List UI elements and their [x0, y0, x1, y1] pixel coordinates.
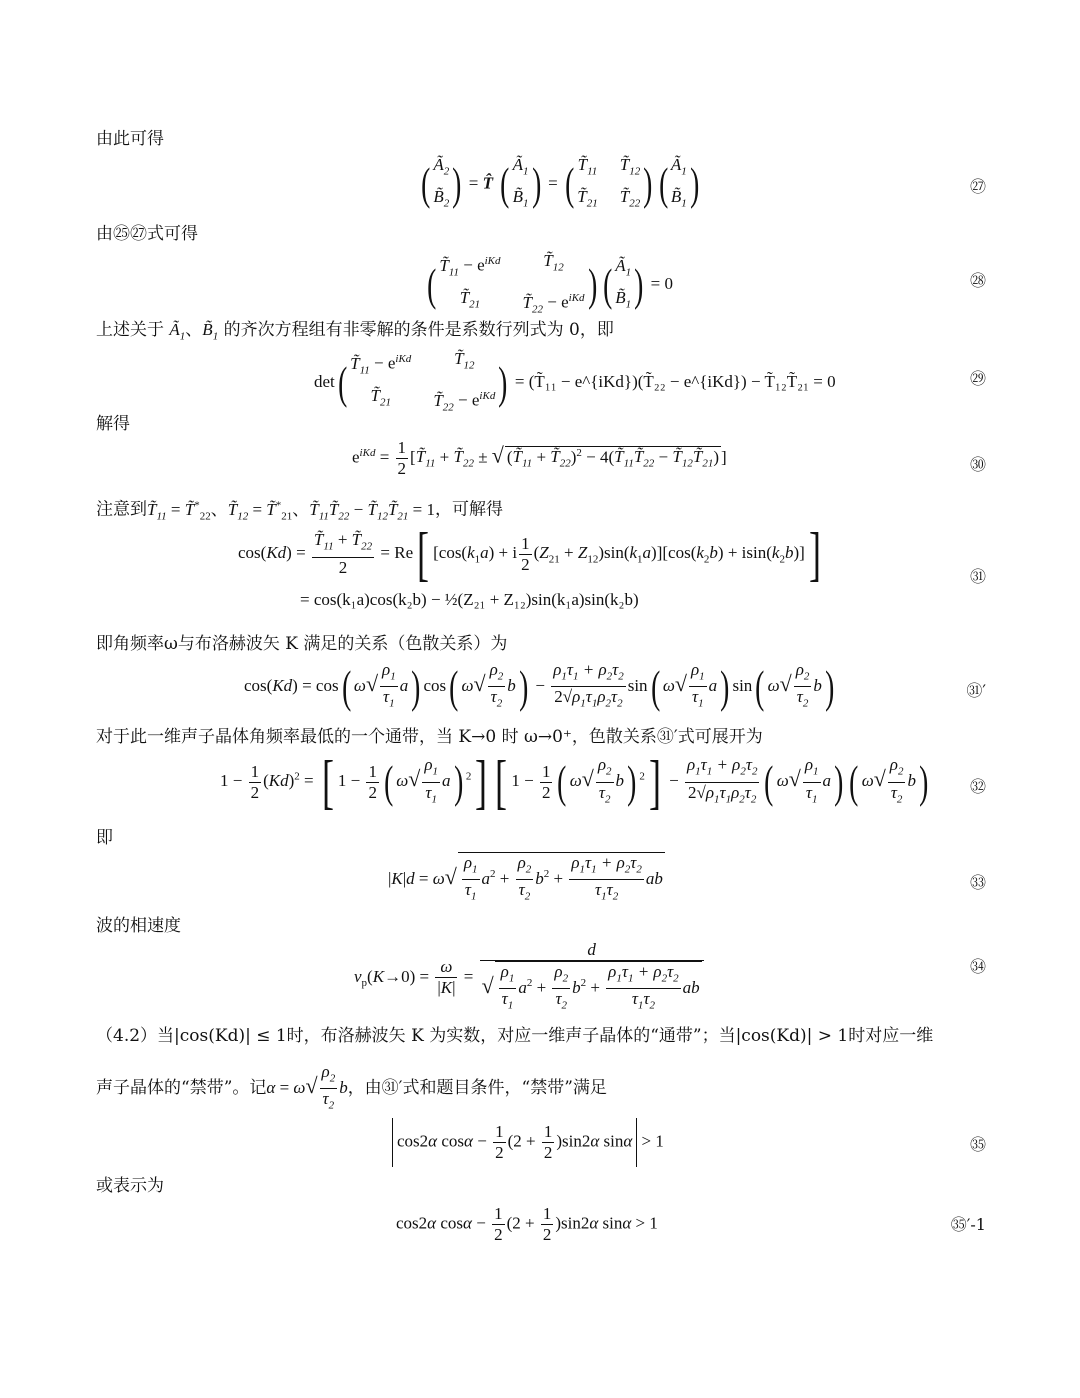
equation-35-prime-1: cos2α cosα − $\frac{1}{2}$ (2 + $\frac{1}{2}$ )sin2α sinα > 1 ㉟′-1 [396, 1204, 986, 1244]
text-part: ，可解得 [435, 499, 503, 520]
equation-number: ㉗ [969, 177, 986, 196]
text-line-7: 对于此一维声子晶体角频率最低的一个通带，当 K→0 时 ω→0⁺，色散关系㉛′式可展开为 [96, 727, 763, 747]
equation-number: ㉛ [969, 567, 986, 586]
text-line-10: （4.2）当|cos(Kd)| ≤ 1时，布洛赫波矢 K 为实数，对应一维声子晶体的“通带”；当|cos(Kd)| > 1时对应一维 [96, 1026, 934, 1046]
text-line-4: 解得 [96, 414, 130, 434]
equation-34: $v_p(K\to 0)$ = $\frac{\omega}{|K|}$ = d √ $\frac{\rho_1}{\tau_1}$ $a^2$ + $\frac{\rho_2}{\tau_2}$ $b^2$ + $\frac{\rho_1\tau_1 + \rho_2\tau_2}{\tau_1\tau_2}$ ab ㉞ [0, 940, 1080, 1020]
equation-27: ( $Ã_2$ $B̃_2$ ) = T̂ ( $Ã_1$ $B̃_1$ ) = ( $T̃_{11}$ $T̃_{12}$ $T̃_{21}$ $T̃_{22}$ ) ( $Ã_1$ $B̃_1$ ) ㉗ [421, 155, 986, 210]
equation-30: $e^{iKd}$ = $\frac{1}{2}$ [$T̃_{11}$ + $T̃_{22}$ ± √ ($T̃_{11}$ + $T̃_{22})^2$ − $4(T̃_{11}T̃_{22}$ − $T̃_{12}T̃_{21}$) ] ㉚ [352, 438, 986, 478]
equation-number: ㉛′ [966, 681, 986, 700]
text-line-12: 或表示为 [96, 1176, 164, 1196]
text-line-3: 上述关于 $Ã_1$、$B̃_1$ 的齐次方程组有非零解的条件是系数行列式为 0，即 [96, 320, 614, 343]
text-part: 上述关于 [96, 320, 164, 340]
equation-31-prime: cos(Kd) = cos( ω√ $\frac{\rho_1}{\tau_1}$ a) cos( ω√ $\frac{\rho_2}{\tau_2}$ b) − $\frac{\rho_1\tau_1 + \rho_2\tau_2}{2√\rho_1\tau_1\rho_2\tau_2}$ sin( ω√ $\frac{\rho_1}{\tau_1}$ a) sin( ω√ $\frac{\rho_2}{\tau_2}$ b) ㉛′ [244, 660, 986, 712]
equation-number: ㉙ [969, 369, 986, 388]
equation-32: 1 − $\frac{1}{2}$ $(Kd)^2$ = [ 1 − $\frac{1}{2}$ ( ω√ $\frac{\rho_1}{\tau_1}$ a) $^2$] [ 1 − $\frac{1}{2}$ ( ω√ $\frac{\rho_2}{\tau_2}$ b) $^2$] − $\frac{\rho_1\tau_1 + \rho_2\tau_2}{2√\rho_1\tau_1\rho_2\tau_2}$ ( ω√ $\frac{\rho_1}{\tau_1}$ a) ( ω√ $\frac{\rho_2}{\tau_2}$ b) ㉜ [220, 749, 986, 815]
equation-35: cos2α cosα − $\frac{1}{2}$ (2 + $\frac{1}{2}$ )sin2α sinα > 1 ㉟ [0, 1118, 1080, 1172]
text-line-6: 即角频率ω与布洛赫波矢 K 满足的关系（色散关系）为 [96, 634, 508, 654]
equation-29-rhs: = (T̃₁₁ − e^{iKd})(T̃₂₂ − e^{iKd}) − T̃₁₂T̃₂₁ = 0 [514, 371, 836, 391]
equation-number: ㉞ [969, 957, 986, 976]
text-part: 的齐次方程组有非零解的条件是系数行列式为 0，即 [223, 320, 614, 340]
text-part: 注意到 [96, 499, 147, 520]
text-line-11: 声子晶体的“禁带”。记α = ω√ $\frac{\rho_2}{\tau_2}$ b，由㉛′式和题目条件，“禁带”满足 [96, 1062, 607, 1116]
equation-31-line2: = cos(k₁a)cos(k₂b) − ½(Z₂₁ + Z₁₂)sin(k₁a)sin(k₂b) [300, 590, 639, 609]
equation-number: ㉟ [969, 1135, 986, 1154]
equation-31: cos(Kd) = $\frac{T̃_{11} + T̃_{22}}{2}$ = Re[ [$\cos(k_1a) + i$ $\frac{1}{2}$ $(Z_{21} + Z_{12})\sin(k_1a)][\cos(k_2b) + isin(k_2b)]$] = cos(k₁a)cos(k₂b) − ½(Z₂₁ + Z₁₂)sin(k₁a)sin(k₂b) ㉛ [238, 521, 986, 609]
text-part: ，由㉛′式和题目条件，“禁带”满足 [347, 1077, 607, 1098]
text-part: 声子晶体的“禁带”。记 [96, 1077, 267, 1098]
text-line-1: 由此可得 [96, 129, 164, 149]
equation-number: ㉝ [969, 873, 986, 892]
text-line-5: 注意到$T̃_{11}$ = $T̃^*_{22}$、$T̃_{12}$ = $T̃^*_{21}$、$T̃_{11}T̃_{22}$ − $T̃_{12}T̃_{21} = 1$，可解得 [96, 499, 503, 523]
text-line-8: 即 [96, 828, 113, 848]
equation-28: ( $T̃_{11} - e^{iKd}$ $T̃_{12}$ $T̃_{21}$ $T̃_{22} - e^{iKd}$ ) ( $Ã_1$ $B̃_1$ ) = 0 ㉘ [427, 251, 986, 316]
equation-number: ㉟′-1 [950, 1215, 986, 1234]
equation-number: ㉚ [969, 455, 986, 474]
text-line-9: 波的相速度 [96, 916, 181, 936]
equation-29: det( $T̃_{11} - e^{iKd}$ $T̃_{12}$ $T̃_{21}$ $T̃_{22} - e^{iKd}$ ) = (T̃₁₁ − e^{iKd})(T̃₂₂ − e^{iKd}) − T̃₁₂T̃₂₁ = 0 ㉙ [314, 349, 986, 414]
equation-number: ㉘ [969, 271, 986, 290]
equation-33: |K|d = ω√ $\frac{\rho_1}{\tau_1}$ $a^2$ + $\frac{\rho_2}{\tau_2}$ $b^2$ + $\frac{\rho_1\tau_1 + \rho_2\tau_2}{\tau_1\tau_2}$ ab ㉝ [0, 852, 1080, 910]
text-line-2: 由㉕㉗式可得 [96, 224, 198, 244]
equation-number: ㉜ [969, 777, 986, 796]
